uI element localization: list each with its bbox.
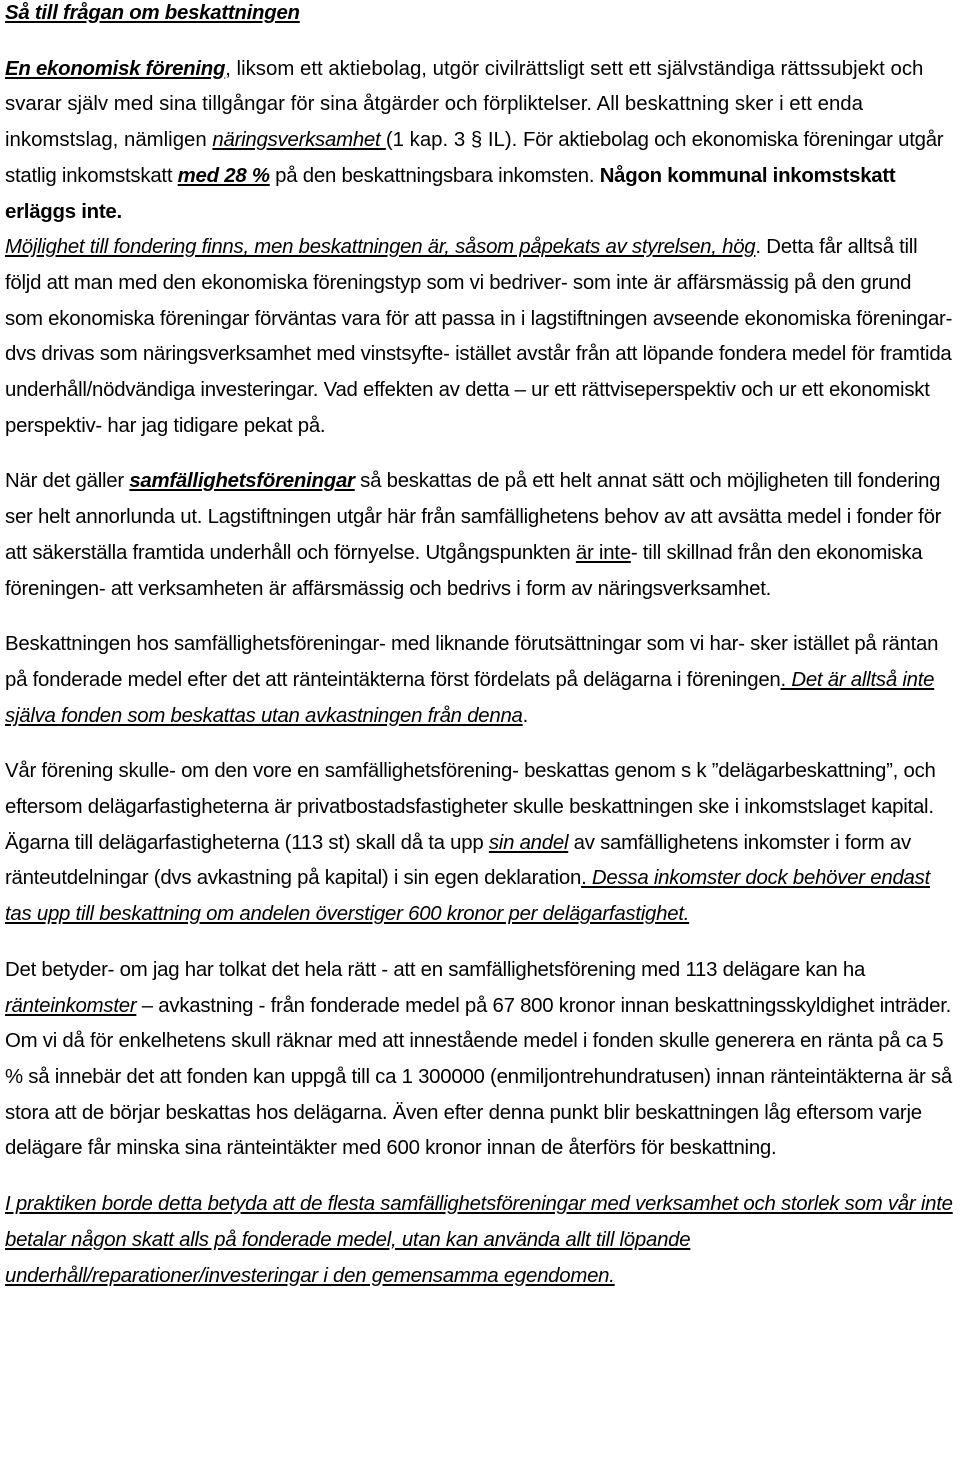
text-conclusion: I praktiken borde detta betyda att de flesta samfällighetsföreningar med verksamhet och storlek som vår inte betalar någon skatt alls på fonderade medel, utan kan använda allt till löpande underhåll/reparationer/investeringar i den gemensamma egendomen. bbox=[5, 1193, 953, 1287]
paragraph-owner-taxation bbox=[5, 754, 954, 933]
text-segment: . bbox=[581, 867, 587, 890]
text-segment: Vår förening skulle- om den vore en samfällighetsförening- beskattas genom s k ”delägarbeskattning”, och eftersom delägarfastigheterna är privatbostadsfastigheter skulle beskattningen ske i inkomstslaget kapital. Ägarna till delägarfastigheterna (113 st) skall då ta upp bbox=[5, 760, 936, 854]
term-economic-association: En ekonomisk förening bbox=[5, 57, 226, 80]
term-business-activity: näringsverksamhet bbox=[212, 129, 386, 152]
text-fund-not-taxed: Det är alltså inte själva fonden som beskattas utan avkastningen från denna bbox=[5, 668, 935, 727]
text-segment: så beskattas de på ett helt annat sätt och möjligheten till fondering ser helt annorlunda ut. Lagstiftningen utgår här från samfällighetens behov av att avsätta medel i fonder för att säkerställa framtida underhåll och förnyelse. Utgångspunkten bbox=[5, 470, 942, 564]
paragraph-economic-association bbox=[5, 52, 954, 445]
term-interest-income: ränteinkomster bbox=[5, 994, 137, 1017]
text-threshold-rule: Dessa inkomster dock behöver endast tas upp till beskattning om andelen överstiger 600 kronor per delägarfastighet. bbox=[5, 867, 930, 926]
text-segment: , liksom ett aktiebolag, utgör civilrättsligt sett ett självständiga rättssubjekt och svarar själv med sina tillgångar för sina åtgärder och förpliktelser. All beskattning sker i ett enda inkomstslag, nämligen bbox=[5, 57, 924, 152]
text-is-not: är inte bbox=[575, 541, 631, 564]
text-segment: . bbox=[780, 668, 786, 691]
text-segment: – avkastning - från fonderade medel på 67 800 kronor innan beskattningsskyldighet inträder. Om vi då för enkelhetens skull räknar med att innestående medel i fonden skulle generera en ränta på ca 5 % så innebär det att fonden kan uppgå till ca 1 300000 (enmiljontrehundratusen) innan ränteintäkterna är så stora att de börjar beskattas hos delägarna. Även efter denna punkt blir beskattningen låg eftersom varje delägare får minska sina ränteintäkter med 600 kronor innan de återförs för beskattning. bbox=[5, 994, 952, 1160]
text-tax-rate: med 28 % bbox=[177, 164, 270, 187]
text-segment: av samfällighetens inkomster i form av ränteutdelningar (dvs avkastning på kapital) i sin egen deklaration bbox=[5, 831, 911, 890]
paragraph-conclusion bbox=[5, 1187, 954, 1294]
paragraph-calculation bbox=[5, 953, 954, 1167]
document-heading: Så till frågan om beskattningen bbox=[5, 2, 300, 24]
text-no-municipal-tax: Någon kommunal inkomstskatt erläggs inte. bbox=[5, 164, 896, 223]
text-segment: För aktiebolag och ekonomiska föreningar utgår statlig inkomstskatt bbox=[5, 129, 944, 187]
text-fund-possibility: Möjlighet till fondering finns, men beskattningen är, såsom påpekats av styrelsen, hög bbox=[5, 236, 756, 259]
text-segment: Beskattningen hos samfällighetsföreningar- med liknande förutsättningar som vi har- sker istället på räntan på fonderade medel efter det att ränteintäkterna först fördelats på delägarna i föreningen bbox=[5, 633, 939, 691]
term-joint-property-associations: samfällighetsföreningar bbox=[129, 470, 355, 493]
text-segment: När det gäller bbox=[5, 470, 130, 493]
text-own-share: sin andel bbox=[488, 831, 569, 854]
text-segment: - till skillnad från den ekonomiska föreningen- att verksamheten är affärsmässig och bedrivs i form av näringsverksamhet. bbox=[5, 541, 923, 600]
text-segment: Det betyder- om jag har tolkat det hela rätt - att en samfällighetsförening med 113 delägare kan ha bbox=[5, 958, 866, 981]
text-segment: på den beskattningsbara inkomsten. bbox=[269, 164, 600, 187]
text-legal-reference: (1 kap. 3 § IL). bbox=[385, 129, 523, 152]
paragraph-taxation-of-interest bbox=[5, 627, 954, 734]
paragraph-joint-property-associations bbox=[5, 464, 954, 607]
text-segment: . Detta får alltså till följd att man med den ekonomiska föreningstyp som vi bedriver- som inte är affärsmässig på den grund som ekonomiska föreningar förväntas vara för att passa in i lagstiftningen avseende ekonomiska föreningar- dvs drivas som näringsverksamhet med vinstsyfte- istället avstår från att löpande fondera medel för framtida underhåll/nödvändiga investeringar. Vad effekten av detta – ur ett rättviseperspektiv och ur ett ekonomiskt perspektiv- har jag tidigare pekat på. bbox=[5, 236, 953, 437]
text-segment: . bbox=[522, 704, 529, 727]
